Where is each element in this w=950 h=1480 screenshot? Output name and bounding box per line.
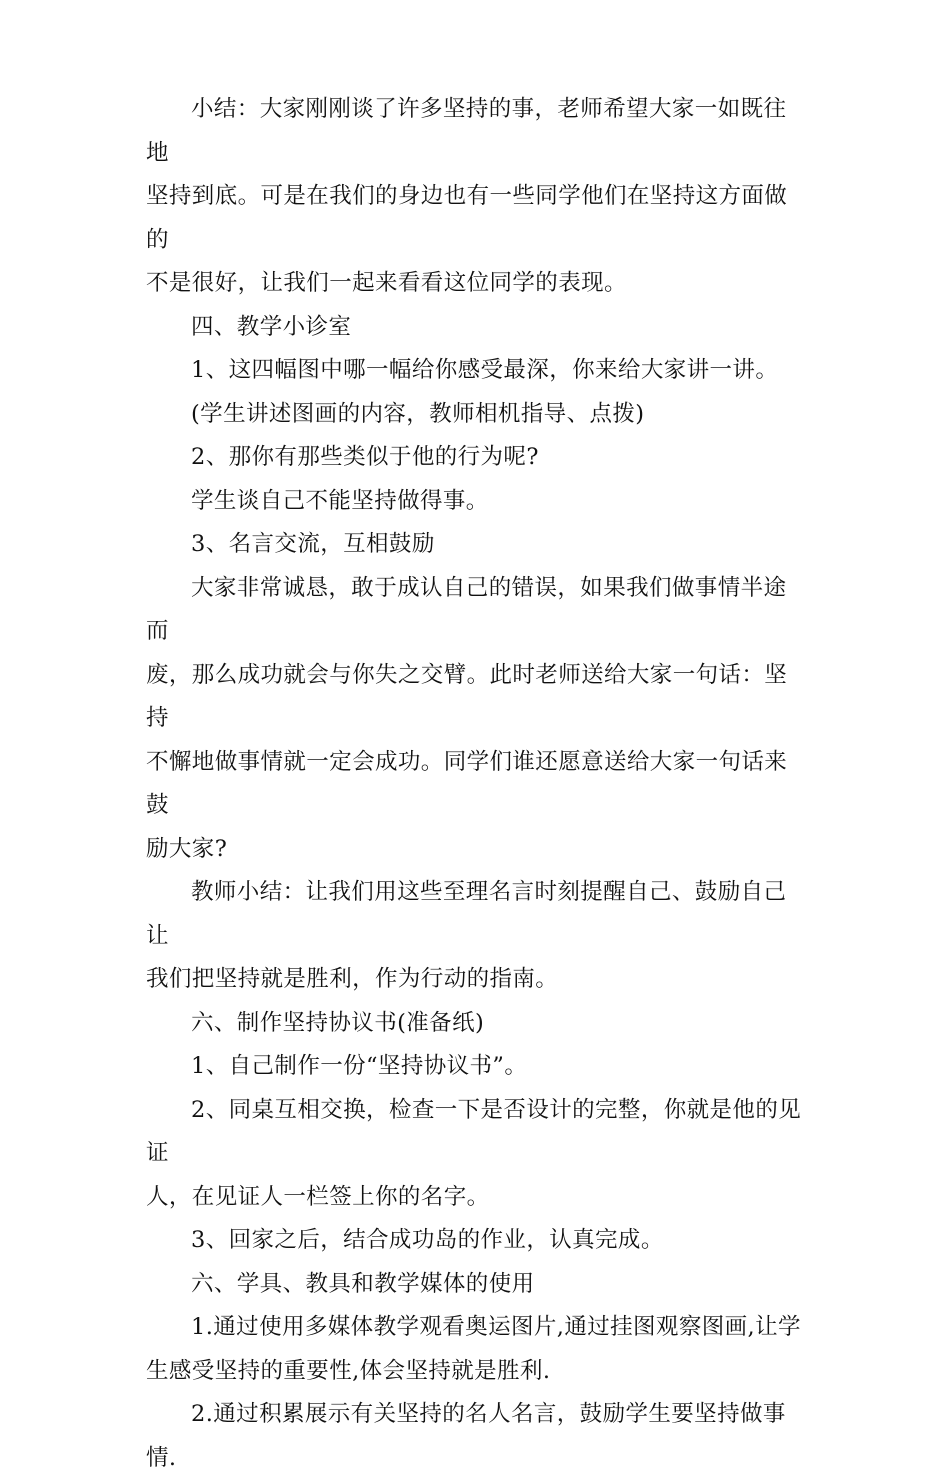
text-line: 励大家? (146, 835, 228, 862)
paragraph-student-talk (146, 480, 806, 524)
section-heading-agreement (146, 1002, 806, 1046)
paragraph-agreement-3 (146, 1219, 806, 1263)
text-line: 教师小结：让我们用这些至理名言时刻提醒自己、鼓励自己让 (146, 879, 787, 949)
paragraph-media-2 (146, 1393, 806, 1480)
text-line: 六、学具、教具和教学媒体的使用 (191, 1270, 535, 1297)
text-line: 2、同桌互相交换，检查一下是否设计的完整，你就是他的见证 (146, 1096, 802, 1166)
text-line: 3、名言交流，互相鼓励 (191, 531, 435, 557)
text-line: 2、那你有那些类似于他的行为呢? (191, 444, 539, 470)
paragraph-item-3 (146, 523, 806, 567)
paragraph-item-2 (146, 436, 806, 480)
document-page (146, 88, 806, 1480)
text-line: 生感受坚持的重要性,体会坚持就是胜利. (146, 1357, 551, 1384)
text-line: 1、这四幅图中哪一幅给你感受最深，你来给大家讲一讲。 (191, 357, 779, 383)
text-line: 不懈地做事情就一定会成功。同学们谁还愿意送给大家一句话来鼓 (146, 748, 788, 818)
paragraph-agreement-2 (146, 1089, 806, 1220)
text-line: 1.通过使用多媒体教学观看奥运图片,通过挂图观察图画,让学 (191, 1314, 801, 1340)
section-heading-media (146, 1263, 806, 1307)
text-line: 人，在见证人一栏签上你的名字。 (146, 1183, 490, 1210)
text-line: 我们把坚持就是胜利，作为行动的指南。 (146, 966, 559, 992)
paragraph-encourage (146, 567, 806, 872)
paragraph-media-1 (146, 1306, 806, 1393)
paragraph-summary (146, 88, 806, 306)
paragraph-item-1 (146, 349, 806, 393)
text-line: 3、回家之后，结合成功岛的作业，认真完成。 (191, 1227, 664, 1253)
section-heading-clinic (146, 306, 806, 350)
text-line: 小结：大家刚刚谈了许多坚持的事，老师希望大家一如既往地 (146, 96, 787, 166)
text-line: 六、制作坚持协议书(准备纸) (191, 1009, 485, 1036)
paragraph-agreement-1 (146, 1045, 806, 1089)
text-line: 学生谈自己不能坚持做得事。 (191, 487, 489, 514)
paragraph-note (146, 393, 806, 437)
paragraph-teacher-summary (146, 871, 806, 1002)
text-line: 废，那么成功就会与你失之交臂。此时老师送给大家一句话：坚持 (146, 661, 788, 731)
text-line: 大家非常诚恳，敢于成认自己的错误，如果我们做事情半途而 (146, 574, 787, 644)
text-line: 2.通过积累展示有关坚持的名人名言，鼓励学生要坚持做事情. (146, 1401, 786, 1471)
text-line: 1、自己制作一份“坚持协议书”。 (191, 1053, 528, 1079)
text-line: (学生讲述图画的内容，教师相机指导、点拨) (191, 400, 645, 427)
text-line: 坚持到底。可是在我们的身边也有一些同学他们在坚持这方面做的 (146, 183, 788, 253)
text-line: 不是很好，让我们一起来看看这位同学的表现。 (146, 270, 627, 296)
text-line: 四、教学小诊室 (191, 313, 352, 340)
